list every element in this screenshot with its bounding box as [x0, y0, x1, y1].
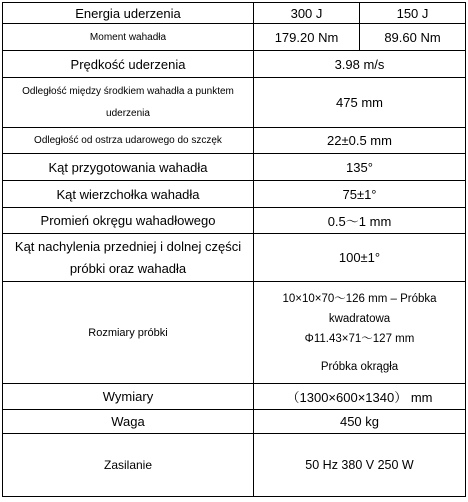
specification-table [2, 2, 466, 497]
value-impact-speed: 3.98 m/s [254, 51, 466, 78]
value-moment-2: 89.60 Nm [360, 24, 466, 51]
label-impact-speed: Prędkość uderzenia [3, 51, 254, 78]
value-weight: 450 kg [254, 410, 466, 434]
value-power-supply: 50 Hz 380 V 250 W [254, 434, 466, 497]
label-weight: Waga [3, 410, 254, 434]
row-prep-angle [3, 154, 466, 181]
value-sample-size [254, 282, 466, 384]
value-center-distance: 475 mm [254, 78, 466, 128]
value-energy-150: 150 J [360, 3, 466, 24]
row-center-distance [3, 78, 466, 128]
sample-size-round: Próbka okrągła [320, 360, 399, 373]
value-top-angle: 75±1° [254, 181, 466, 208]
label-pendulum-moment: Moment wahadła [3, 24, 254, 51]
label-power-supply: Zasilanie [3, 434, 254, 497]
row-top-angle [3, 181, 466, 208]
label-prep-angle: Kąt przygotowania wahadła [3, 154, 254, 181]
row-dimensions [3, 384, 466, 410]
row-power-supply [3, 434, 466, 497]
label-sample-size: Rozmiary próbki [3, 282, 254, 384]
row-sample-size [3, 282, 466, 384]
row-impact-speed [3, 51, 466, 78]
label-impact-energy: Energia uderzenia [3, 3, 254, 24]
row-impact-energy [3, 3, 466, 24]
row-pendulum-moment [3, 24, 466, 51]
value-dimensions: （1300×600×1340） mm [254, 384, 466, 410]
sample-size-square: 10×10×70～126 mm – Próbka kwadratowa [282, 292, 437, 325]
row-edge-distance [3, 128, 466, 154]
row-weight [3, 410, 466, 434]
row-tilt-angle [3, 234, 466, 282]
label-dimensions: Wymiary [3, 384, 254, 410]
value-prep-angle: 135° [254, 154, 466, 181]
value-energy-300: 300 J [254, 3, 360, 24]
value-moment-1: 179.20 Nm [254, 24, 360, 51]
label-tilt-angle: Kąt nachylenia przedniej i dolnej części próbki oraz wahadła [3, 234, 254, 282]
value-swing-radius: 0.5～1 mm [254, 208, 466, 234]
label-edge-distance: Odległość od ostrza udarowego do szczęk [3, 128, 254, 154]
value-edge-distance: 22±0.5 mm [254, 128, 466, 154]
label-top-angle: Kąt wierzchołka wahadła [3, 181, 254, 208]
value-tilt-angle: 100±1° [254, 234, 466, 282]
sample-size-round-dimensions: Φ11.43×71～127 mm [304, 332, 415, 345]
label-swing-radius: Promień okręgu wahadłowego [3, 208, 254, 234]
row-swing-radius [3, 208, 466, 234]
label-center-distance: Odległość między środkiem wahadła a punktem uderzenia [3, 78, 254, 128]
